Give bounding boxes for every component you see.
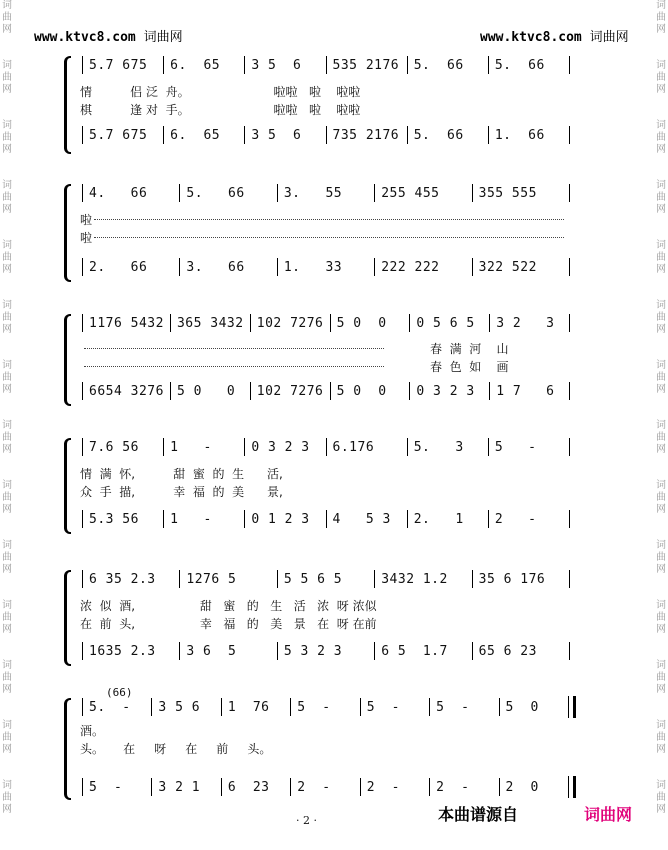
measure: 1 76	[227, 699, 270, 715]
watermark-char: 网	[2, 444, 12, 455]
lyrics-line-2: 啦	[80, 231, 93, 245]
watermark-char: 网	[2, 84, 12, 95]
staff-bottom	[76, 126, 576, 144]
barline	[82, 382, 83, 400]
barline	[569, 184, 570, 202]
watermark-char: 曲	[656, 552, 666, 563]
barline	[82, 56, 83, 74]
measure: 102 7276	[256, 315, 324, 331]
score-system-6	[70, 688, 576, 800]
watermark-char: 曲	[656, 612, 666, 623]
watermark-char: 曲	[656, 792, 666, 803]
watermark-char: 网	[656, 684, 666, 695]
watermark-char: 网	[2, 684, 12, 695]
barline	[489, 382, 490, 400]
watermark-char: 词	[656, 360, 666, 371]
barline	[488, 56, 489, 74]
measure: 5. -	[89, 699, 131, 715]
watermark-char: 曲	[2, 552, 12, 563]
barline	[326, 56, 327, 74]
watermark-char: 网	[2, 504, 12, 515]
score-system-5	[70, 570, 576, 666]
watermark-char: 网	[2, 564, 12, 575]
system-brace	[64, 438, 71, 534]
barline	[360, 698, 361, 716]
barline	[290, 778, 291, 796]
watermark-char: 曲	[656, 312, 666, 323]
watermark-char: 词	[656, 300, 666, 311]
barline	[488, 438, 489, 456]
barline	[277, 258, 278, 276]
watermark-char: 曲	[2, 792, 12, 803]
barline	[360, 778, 361, 796]
watermark-char: 曲	[2, 132, 12, 143]
measure: 255 455	[381, 185, 440, 201]
measure: 5 -	[436, 699, 470, 715]
barline	[569, 382, 570, 400]
watermark-char: 词	[2, 120, 12, 131]
barline	[221, 698, 222, 716]
lyrics-line-2: 棋 逢 对 手。 啦啦 啦 啦啦	[80, 103, 361, 117]
staff-top	[76, 438, 576, 456]
measure: 6. 65	[170, 57, 221, 73]
watermark-char: 词	[656, 780, 666, 791]
measure: 535 2176	[332, 57, 400, 73]
measure: 5. 66	[413, 127, 464, 143]
barline	[407, 56, 408, 74]
measure: 3. 66	[186, 259, 245, 275]
watermark-char: 曲	[2, 312, 12, 323]
barline	[407, 126, 408, 144]
watermark-char: 词	[2, 240, 12, 251]
page-number: · 2 ·	[296, 814, 317, 827]
staff-bottom	[76, 510, 576, 528]
measure: 5 0 0	[336, 315, 387, 331]
barline	[499, 698, 500, 716]
watermark-char: 网	[656, 624, 666, 635]
watermark-char: 网	[656, 564, 666, 575]
lyrics-line-1: 情 满 怀, 甜 蜜 的 生 活,	[80, 467, 283, 481]
lyrics-line-1: 浓 似 酒, 甜 蜜 的 生 活 浓 呀 浓似	[80, 599, 377, 613]
measure: 2 -	[366, 779, 400, 795]
barline	[277, 642, 278, 660]
measure: 5 3 2 3	[283, 643, 343, 659]
watermark-char: 网	[656, 504, 666, 515]
measure: 0 3 2 3	[416, 383, 475, 399]
barline	[568, 776, 576, 798]
watermark-char: 网	[2, 804, 12, 815]
melisma-dots	[94, 219, 564, 220]
lyrics-line-2: 在 前 头, 幸 福 的 美 景 在 呀 在前	[80, 617, 377, 631]
measure: 5. 66	[413, 57, 464, 73]
watermark-char: 词	[656, 0, 666, 11]
watermark-char: 词	[2, 660, 12, 671]
barline	[409, 382, 410, 400]
barline	[82, 314, 83, 332]
barline	[179, 258, 180, 276]
watermark-left	[0, 0, 14, 850]
measure: 5 -	[494, 439, 537, 455]
measure: 5 5 6 5	[283, 571, 343, 587]
measure: 0 3 2 3	[251, 439, 310, 455]
system-brace	[64, 698, 71, 800]
watermark-char: 曲	[656, 672, 666, 683]
barline	[409, 314, 410, 332]
measure: 102 7276	[256, 383, 324, 399]
barline	[569, 570, 570, 588]
barline	[472, 570, 473, 588]
barline	[82, 510, 83, 528]
staff-top	[76, 314, 576, 332]
measure: 1. 66	[494, 127, 545, 143]
barline	[407, 510, 408, 528]
barline	[569, 126, 570, 144]
watermark-char: 词	[656, 600, 666, 611]
watermark-char: 网	[2, 264, 12, 275]
barline	[179, 642, 180, 660]
measure: 5 0 0	[336, 383, 387, 399]
barline	[290, 698, 291, 716]
barline	[244, 510, 245, 528]
barline	[277, 570, 278, 588]
barline	[488, 126, 489, 144]
barline	[163, 510, 164, 528]
barline	[244, 56, 245, 74]
source-text: 本曲谱源自	[438, 805, 519, 824]
watermark-char: 网	[656, 744, 666, 755]
measure: 1 -	[170, 511, 212, 527]
watermark-char: 曲	[2, 192, 12, 203]
watermark-char: 词	[656, 60, 666, 71]
measure: 5. 66	[186, 185, 245, 201]
measure: 3 2 1	[158, 779, 201, 795]
watermark-char: 曲	[656, 252, 666, 263]
barline	[326, 438, 327, 456]
measure: 5.3 56	[89, 511, 139, 527]
barline	[569, 56, 570, 74]
measure: 322 522	[478, 259, 537, 275]
watermark-char: 曲	[656, 192, 666, 203]
barline	[429, 698, 430, 716]
barline	[179, 570, 180, 588]
watermark-char: 网	[2, 384, 12, 395]
watermark-char: 曲	[656, 372, 666, 383]
staff-bottom	[76, 258, 576, 276]
lyrics-line-1: 情 侣 泛 舟。 啦啦 啦 啦啦	[80, 85, 361, 99]
measure: 3. 55	[283, 185, 343, 201]
header-left-name: 词曲网	[143, 30, 183, 45]
measure: 5 -	[89, 779, 123, 795]
barline	[326, 126, 327, 144]
watermark-char: 曲	[656, 492, 666, 503]
barline	[569, 258, 570, 276]
staff-top	[76, 184, 576, 202]
barline	[488, 510, 489, 528]
measure: 3432 1.2	[381, 571, 448, 587]
barline	[163, 126, 164, 144]
barline	[221, 778, 222, 796]
watermark-char: 曲	[2, 672, 12, 683]
watermark-char: 网	[656, 324, 666, 335]
measure: 3 2 3	[496, 315, 555, 331]
header-right-name: 词曲网	[589, 30, 629, 45]
measure: 2. 1	[413, 511, 464, 527]
site-logo: 词曲网	[584, 805, 633, 824]
watermark-char: 词	[656, 420, 666, 431]
header-right-url: www.ktvc8.com	[480, 30, 582, 45]
score-system-3	[70, 314, 576, 406]
lyrics-line-2: 头。 在 呀 在 前 头。	[80, 742, 272, 756]
lyrics-line-1: 啦	[80, 213, 93, 227]
measure: 222 222	[381, 259, 440, 275]
measure: 65 6 23	[478, 643, 537, 659]
header-right	[480, 26, 629, 45]
barline	[499, 778, 500, 796]
lyrics-line-2: 春 色 如 画	[430, 360, 509, 374]
watermark-char: 词	[2, 0, 12, 11]
watermark-char: 词	[2, 180, 12, 191]
watermark-char: 网	[2, 144, 12, 155]
measure: 2 0	[505, 779, 539, 795]
barline	[244, 438, 245, 456]
watermark-char: 曲	[2, 12, 12, 23]
system-brace	[64, 314, 71, 406]
watermark-char: 网	[656, 384, 666, 395]
watermark-char: 网	[656, 444, 666, 455]
barline	[569, 642, 570, 660]
barline	[472, 258, 473, 276]
measure: 6 5 1.7	[381, 643, 448, 659]
staff-top	[76, 698, 576, 716]
watermark-char: 网	[2, 24, 12, 35]
barline	[82, 184, 83, 202]
barline	[82, 258, 83, 276]
measure: 5. 66	[494, 57, 545, 73]
watermark-char: 曲	[2, 612, 12, 623]
measure: 5.7 675	[89, 127, 148, 143]
watermark-char: 词	[656, 120, 666, 131]
score-system-4	[70, 438, 576, 534]
watermark-char: 曲	[2, 432, 12, 443]
system-brace	[64, 184, 71, 282]
barline	[170, 382, 171, 400]
barline	[472, 184, 473, 202]
barline	[82, 570, 83, 588]
staff-bottom	[76, 382, 576, 400]
watermark-char: 词	[2, 420, 12, 431]
watermark-char: 词	[2, 360, 12, 371]
watermark-char: 曲	[2, 492, 12, 503]
measure: 5 -	[366, 699, 400, 715]
watermark-char: 曲	[2, 372, 12, 383]
barline	[82, 438, 83, 456]
barline	[374, 570, 375, 588]
barline	[568, 696, 576, 718]
barline	[407, 438, 408, 456]
barline	[179, 184, 180, 202]
measure: 3 5 6	[251, 57, 302, 73]
watermark-char: 词	[2, 60, 12, 71]
measure: 1 7 6	[496, 383, 555, 399]
watermark-char: 词	[656, 720, 666, 731]
measure: 2 -	[494, 511, 537, 527]
measure: 0 5 6 5	[416, 315, 475, 331]
lyrics-line-1: 春 满 河 山	[430, 342, 509, 356]
watermark-char: 词	[2, 600, 12, 611]
barline	[472, 642, 473, 660]
measure: 1176 5432	[89, 315, 164, 331]
barline	[429, 778, 430, 796]
staff-bottom	[76, 642, 576, 660]
barline	[326, 510, 327, 528]
measure: 6 23	[227, 779, 270, 795]
lyrics-line-2: 众 手 描, 幸 福 的 美 景,	[80, 485, 283, 499]
measure: 1 -	[170, 439, 212, 455]
watermark-char: 词	[656, 480, 666, 491]
measure: 365 3432	[176, 315, 244, 331]
watermark-char: 网	[2, 324, 12, 335]
barline	[569, 314, 570, 332]
watermark-char: 词	[2, 480, 12, 491]
barline	[489, 314, 490, 332]
melisma-dots	[84, 348, 384, 349]
header-left-url: www.ktvc8.com	[34, 30, 136, 45]
barline	[330, 314, 331, 332]
barline	[569, 510, 570, 528]
measure: 355 555	[478, 185, 537, 201]
watermark-char: 词	[656, 240, 666, 251]
watermark-char: 网	[656, 264, 666, 275]
barline	[82, 126, 83, 144]
measure: 1. 33	[283, 259, 343, 275]
watermark-char: 网	[656, 804, 666, 815]
barline	[151, 698, 152, 716]
lyrics-line-1: 酒。	[80, 724, 105, 738]
watermark-char: 网	[2, 744, 12, 755]
melisma-dots	[94, 237, 564, 238]
watermark-char: 词	[656, 180, 666, 191]
watermark-char: 网	[656, 144, 666, 155]
barline	[151, 778, 152, 796]
watermark-char: 词	[2, 720, 12, 731]
measure: 5 0 0	[176, 383, 236, 399]
measure: 3 5 6	[251, 127, 302, 143]
watermark-char: 网	[2, 204, 12, 215]
measure: 6654 3276	[89, 383, 164, 399]
measure: 5 0	[505, 699, 539, 715]
score-system-1	[70, 56, 576, 154]
measure: 2 -	[436, 779, 470, 795]
measure: 5. 3	[413, 439, 464, 455]
measure: 1276 5	[186, 571, 237, 587]
watermark-char: 词	[2, 540, 12, 551]
barline	[250, 314, 251, 332]
barline	[250, 382, 251, 400]
measure: 2 -	[297, 779, 331, 795]
watermark-char: 曲	[656, 132, 666, 143]
measure: 35 6 176	[478, 571, 546, 587]
measure: 4. 66	[89, 185, 148, 201]
grace-note: (66)	[106, 686, 133, 699]
watermark-char: 曲	[656, 72, 666, 83]
measure: 2. 66	[89, 259, 148, 275]
measure: 6.176	[332, 439, 375, 455]
barline	[374, 258, 375, 276]
watermark-char: 网	[656, 24, 666, 35]
barline	[569, 438, 570, 456]
barline	[82, 642, 83, 660]
watermark-char: 词	[2, 780, 12, 791]
watermark-char: 网	[656, 204, 666, 215]
staff-top	[76, 570, 576, 588]
measure: 1635 2.3	[89, 643, 156, 659]
watermark-char: 网	[2, 624, 12, 635]
header-left	[34, 26, 183, 45]
watermark-char: 词	[2, 300, 12, 311]
measure: 3 5 6	[158, 699, 201, 715]
barline	[244, 126, 245, 144]
barline	[163, 438, 164, 456]
system-brace	[64, 570, 71, 666]
watermark-char: 曲	[2, 252, 12, 263]
watermark-char: 曲	[656, 732, 666, 743]
barline	[374, 184, 375, 202]
barline	[82, 698, 83, 716]
system-brace	[64, 56, 71, 154]
barline	[82, 778, 83, 796]
staff-top	[76, 56, 576, 74]
watermark-right	[654, 0, 668, 850]
measure: 6. 65	[170, 127, 221, 143]
measure: 0 1 2 3	[251, 511, 310, 527]
watermark-char: 曲	[656, 12, 666, 23]
measure: 3 6 5	[186, 643, 237, 659]
barline	[163, 56, 164, 74]
watermark-char: 曲	[2, 732, 12, 743]
barline	[374, 642, 375, 660]
watermark-char: 曲	[2, 72, 12, 83]
watermark-char: 网	[656, 84, 666, 95]
watermark-char: 词	[656, 660, 666, 671]
score-system-2	[70, 184, 576, 282]
measure: 6 35 2.3	[89, 571, 156, 587]
measure: 4 5 3	[332, 511, 391, 527]
measure: 735 2176	[332, 127, 400, 143]
staff-bottom	[76, 778, 576, 796]
measure: 5 -	[297, 699, 331, 715]
melisma-dots	[84, 366, 384, 367]
barline	[330, 382, 331, 400]
watermark-char: 曲	[656, 432, 666, 443]
watermark-char: 词	[656, 540, 666, 551]
measure: 7.6 56	[89, 439, 139, 455]
barline	[277, 184, 278, 202]
barline	[170, 314, 171, 332]
measure: 5.7 675	[89, 57, 148, 73]
